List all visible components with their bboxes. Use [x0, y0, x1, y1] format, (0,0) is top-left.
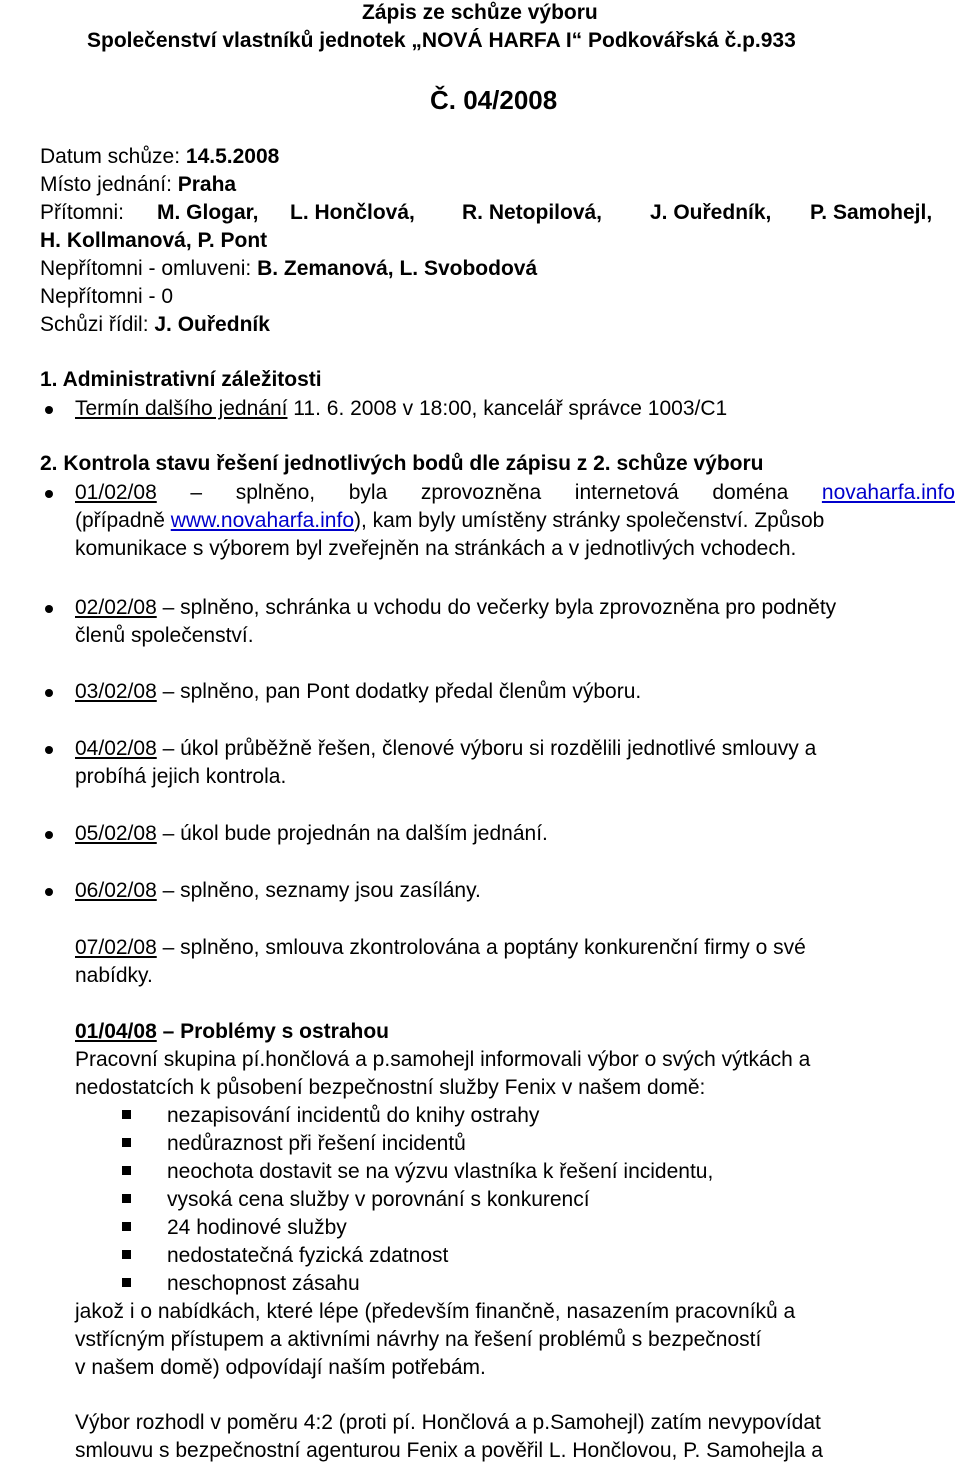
item-text: ), kam byly umístěny stránky společenství. Způsob — [354, 509, 825, 532]
paragraph-line: jakož i o nabídkách, které lépe (především finančně, nasazením pracovníků a — [75, 1300, 796, 1323]
date-label: Datum schůze: — [40, 145, 186, 168]
list-item — [75, 823, 548, 844]
issue-item: neschopnost zásahu — [167, 1272, 360, 1295]
list-item — [75, 880, 481, 901]
present-label: Přítomni: — [40, 201, 125, 224]
meeting-date — [40, 146, 279, 167]
item-code: 02/02/08 — [75, 596, 157, 619]
list-item — [75, 681, 641, 702]
www-domain-link[interactable]: www.novaharfa.info — [170, 509, 355, 532]
issue-item: nedůraznost při řešení incidentů — [167, 1132, 466, 1155]
domain-link[interactable]: novaharfa.info — [821, 481, 955, 504]
item-text: (případně — [75, 509, 171, 532]
item-code: 01/02/08 — [75, 481, 157, 504]
bullet-icon — [45, 888, 53, 896]
item-code: 06/02/08 — [75, 879, 157, 902]
present-name: P. Samohejl, — [810, 201, 933, 224]
square-bullet-icon — [122, 1166, 131, 1175]
place-label: Místo jednání: — [40, 173, 178, 196]
item-text: – splněno, pan Pont dodatky předal členům výboru. — [156, 680, 642, 703]
bullet-icon — [45, 490, 53, 498]
next-meeting-value: 11. 6. 2008 v 18:00, kancelář správce 1003/C1 — [287, 397, 728, 420]
item-text: – splněno, seznamy jsou zasílány. — [156, 879, 481, 902]
item-code: 07/02/08 — [75, 936, 157, 959]
paragraph-line: v našem domě) odpovídají naším potřebám. — [75, 1356, 486, 1379]
section1-heading: 1. Administrativní záležitosti — [40, 368, 322, 391]
issue-item: nezapisování incidentů do knihy ostrahy — [167, 1104, 540, 1127]
item-code: 04/02/08 — [75, 737, 157, 760]
absent-excused-value: B. Zemanová, L. Svobodová — [257, 257, 538, 280]
bullet-icon — [45, 746, 53, 754]
decision-line: Výbor rozhodl v poměru 4:2 (proti pí. Hončlová a p.Samohejl) zatím nevypovídat — [75, 1411, 821, 1434]
issue-item: nedostatečná fyzická zdatnost — [167, 1244, 449, 1267]
item-text: – splněno, byla zprovozněna internetová doména — [156, 481, 822, 504]
item-text: nabídky. — [75, 964, 153, 987]
bullet-icon — [45, 831, 53, 839]
issue-item: 24 hodinové služby — [167, 1216, 347, 1239]
next-meeting-item — [75, 398, 727, 419]
document-subtitle: Společenství vlastníků jednotek „NOVÁ HARFA I“ Podkovářská č.p.933 — [87, 29, 796, 52]
meeting-place — [40, 174, 236, 195]
next-meeting-label: Termín dalšího jednání — [75, 397, 288, 420]
chair-label: Schůzi řídil: — [40, 313, 155, 336]
meeting-chair — [40, 314, 270, 335]
paragraph-line: Pracovní skupina pí.hončlová a p.samohejl informovali výbor o svých výtkách a — [75, 1048, 811, 1071]
decision-line: smlouvu s bezpečnostní agenturou Fenix a pověřil L. Hončlovou, P. Samohejla a — [75, 1439, 823, 1462]
item-text: – splněno, schránka u vchodu do večerky byla zprovozněna pro podněty — [156, 596, 837, 619]
item-text: komunikace s výborem byl zveřejněn na stránkách a v jednotlivých vchodech. — [75, 537, 797, 560]
document-title: Zápis ze schůze výboru — [362, 1, 598, 24]
square-bullet-icon — [122, 1138, 131, 1147]
absent-count: Nepřítomni - 0 — [40, 285, 174, 308]
absent-excused-label: Nepřítomni - omluveni: — [40, 257, 258, 280]
item-text: – úkol průběžně řešen, členové výboru si rozdělili jednotlivé smlouvy a — [156, 737, 817, 760]
bullet-icon — [45, 605, 53, 613]
section3-heading — [75, 1021, 389, 1042]
square-bullet-icon — [122, 1194, 131, 1203]
item-text: – úkol bude projednán na dalším jednání. — [156, 822, 548, 845]
present-name: R. Netopilová, — [462, 201, 603, 224]
bullet-icon — [45, 689, 53, 697]
present-name: L. Hončlová, — [290, 201, 415, 224]
absent-excused — [40, 258, 537, 279]
present-name: M. Glogar, — [157, 201, 259, 224]
section2-heading: 2. Kontrola stavu řešení jednotlivých bodů dle zápisu z 2. schůze výboru — [40, 452, 764, 475]
item-code: 05/02/08 — [75, 822, 157, 845]
paragraph-line: nedostatcích k působení bezpečnostní služby Fenix v našem domě: — [75, 1076, 706, 1099]
item-code: 03/02/08 — [75, 680, 157, 703]
section3-title: – Problémy s ostrahou — [156, 1020, 389, 1043]
document-number: Č. 04/2008 — [430, 85, 558, 115]
section3-code: 01/04/08 — [75, 1020, 157, 1043]
item-text: – splněno, smlouva zkontrolována a poptány konkurenční firmy o své — [156, 936, 806, 959]
place-value: Praha — [177, 173, 237, 196]
present-line2: H. Kollmanová, P. Pont — [40, 229, 268, 252]
bullet-icon — [45, 406, 53, 414]
chair-value: J. Ouředník — [154, 313, 270, 336]
item-text: probíhá jejich kontrola. — [75, 765, 287, 788]
issue-item: vysoká cena služby v porovnání s konkurencí — [167, 1188, 590, 1211]
date-value: 14.5.2008 — [185, 145, 280, 168]
square-bullet-icon — [122, 1278, 131, 1287]
paragraph-line: vstřícným přístupem a aktivními návrhy na řešení problémů s bezpečností — [75, 1328, 762, 1351]
square-bullet-icon — [122, 1222, 131, 1231]
issue-item: neochota dostavit se na výzvu vlastníka k řešení incidentu, — [167, 1160, 714, 1183]
present-name: J. Ouředník, — [650, 201, 772, 224]
item-text: členů společenství. — [75, 624, 254, 647]
square-bullet-icon — [122, 1250, 131, 1259]
square-bullet-icon — [122, 1110, 131, 1119]
